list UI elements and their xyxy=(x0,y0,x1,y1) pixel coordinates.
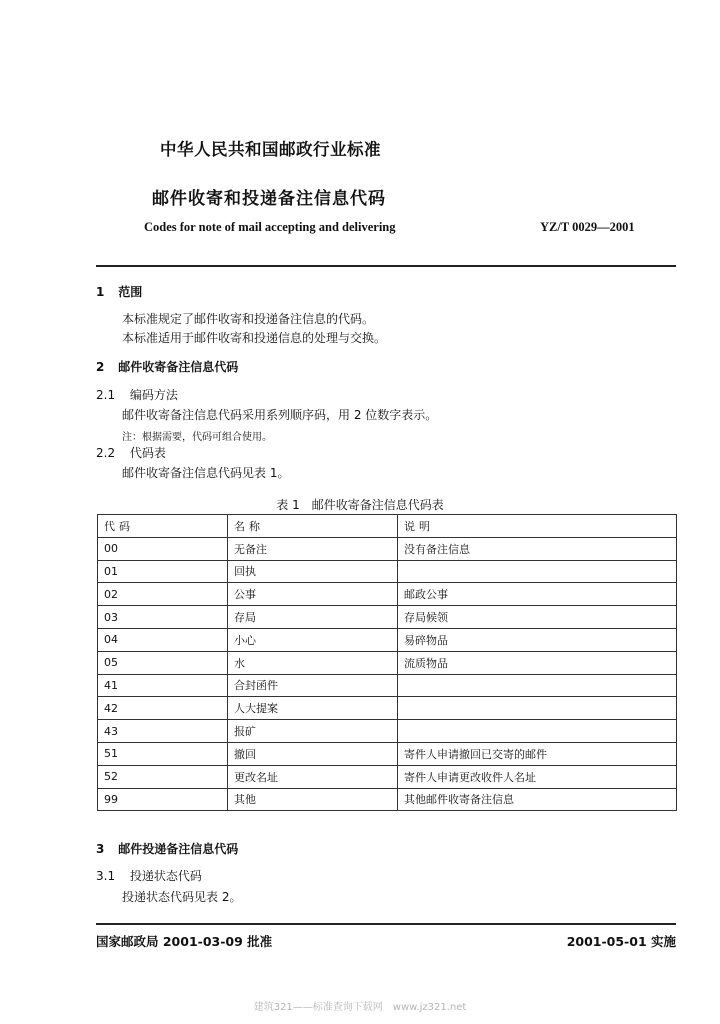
table-row xyxy=(98,697,677,720)
name-cell: 其他 xyxy=(228,788,398,811)
name-cell: 公事 xyxy=(228,583,398,606)
section-1-heading xyxy=(96,283,142,300)
description-cell xyxy=(398,720,677,743)
table-row xyxy=(98,583,677,606)
table-header-row xyxy=(98,515,677,538)
code-cell: 99 xyxy=(98,788,228,811)
section-number: 3.1 xyxy=(96,869,116,883)
description-cell: 易碎物品 xyxy=(398,628,677,651)
code-cell: 42 xyxy=(98,697,228,720)
name-cell: 合封函件 xyxy=(228,674,398,697)
header-rule xyxy=(96,265,676,267)
description-cell xyxy=(398,697,677,720)
code-cell: 01 xyxy=(98,560,228,583)
section-title: 投递状态代码 xyxy=(129,869,202,883)
subsection-3-1-heading xyxy=(96,867,202,884)
approval-info: 国家邮政局 2001-03-09 批准 xyxy=(96,934,273,949)
name-cell: 人大提案 xyxy=(228,697,398,720)
section-3-heading xyxy=(96,840,238,857)
description-cell: 其他邮件收寄备注信息 xyxy=(398,788,677,811)
code-cell: 43 xyxy=(98,720,228,743)
subsection-2-1-heading xyxy=(96,386,178,403)
description-cell: 寄件人申请撤回已交寄的邮件 xyxy=(398,742,677,765)
table-row xyxy=(98,560,677,583)
name-cell: 回执 xyxy=(228,560,398,583)
subsection-2-2-heading xyxy=(96,444,166,461)
standard-title-cn: 邮件收寄和投递备注信息代码 xyxy=(152,189,386,209)
section-title: 邮件收寄备注信息代码 xyxy=(118,360,239,374)
standard-number: YZ/T 0029—2001 xyxy=(540,220,635,234)
name-cell: 更改名址 xyxy=(228,765,398,788)
table-row xyxy=(98,628,677,651)
section-title: 邮件投递备注信息代码 xyxy=(118,842,239,856)
section-title: 编码方法 xyxy=(129,388,178,402)
column-header-description: 说明 xyxy=(398,515,677,538)
note: 注：根据需要，代码可组合使用。 xyxy=(122,432,272,443)
section-title: 代码表 xyxy=(129,446,166,460)
table-caption: 表 1 邮件收寄备注信息代码表 xyxy=(276,498,444,512)
paragraph: 投递状态代码见表 2。 xyxy=(122,890,242,904)
paragraph: 本标准适用于邮件收寄和投递信息的处理与交换。 xyxy=(122,331,387,345)
table-row xyxy=(98,742,677,765)
table-row xyxy=(98,788,677,811)
paragraph: 本标准规定了邮件收寄和投递备注信息的代码。 xyxy=(122,312,375,326)
description-cell xyxy=(398,560,677,583)
code-cell: 41 xyxy=(98,674,228,697)
description-cell: 没有备注信息 xyxy=(398,537,677,560)
section-number: 2.1 xyxy=(96,388,116,402)
name-cell: 小心 xyxy=(228,628,398,651)
table-row xyxy=(98,720,677,743)
name-cell: 撤回 xyxy=(228,742,398,765)
table-row xyxy=(98,537,677,560)
code-table xyxy=(97,514,677,811)
section-number: 3 xyxy=(96,842,105,856)
table-row xyxy=(98,606,677,629)
description-cell xyxy=(398,674,677,697)
description-cell: 流质物品 xyxy=(398,651,677,674)
section-number: 2.2 xyxy=(96,446,116,460)
name-cell: 存局 xyxy=(228,606,398,629)
section-2-heading xyxy=(96,358,238,375)
standard-title-en: Codes for note of mail accepting and delivering xyxy=(144,220,396,234)
description-cell: 邮政公事 xyxy=(398,583,677,606)
column-header-name: 名称 xyxy=(228,515,398,538)
section-number: 1 xyxy=(96,285,105,299)
code-cell: 52 xyxy=(98,765,228,788)
code-cell: 00 xyxy=(98,537,228,560)
code-cell: 02 xyxy=(98,583,228,606)
name-cell: 报矿 xyxy=(228,720,398,743)
description-cell: 存局候领 xyxy=(398,606,677,629)
paragraph: 邮件收寄备注信息代码见表 1。 xyxy=(122,466,290,480)
issuing-authority: 中华人民共和国邮政行业标准 xyxy=(160,140,381,159)
name-cell: 水 xyxy=(228,651,398,674)
table-row xyxy=(98,651,677,674)
name-cell: 无备注 xyxy=(228,537,398,560)
code-cell: 04 xyxy=(98,628,228,651)
table-row xyxy=(98,765,677,788)
section-number: 2 xyxy=(96,360,105,374)
code-cell: 05 xyxy=(98,651,228,674)
footer-rule xyxy=(96,923,676,925)
code-cell: 51 xyxy=(98,742,228,765)
column-header-code: 代码 xyxy=(98,515,228,538)
description-cell: 寄件人申请更改收件人名址 xyxy=(398,765,677,788)
paragraph: 邮件收寄备注信息代码采用系列顺序码，用 2 位数字表示。 xyxy=(122,408,438,422)
section-title: 范围 xyxy=(118,285,143,299)
code-cell: 03 xyxy=(98,606,228,629)
watermark: 建筑321——标准查询下载网 www.jz321.net xyxy=(253,1002,467,1013)
effective-date: 2001-05-01 实施 xyxy=(566,934,676,949)
table-row xyxy=(98,674,677,697)
